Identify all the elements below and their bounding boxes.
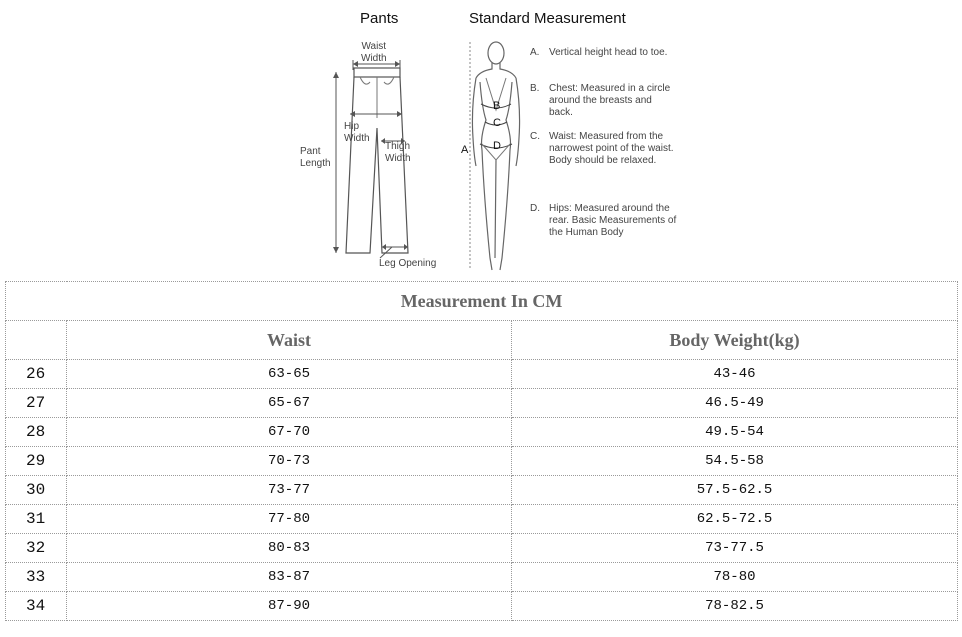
- waist-cell: 70-73: [67, 447, 512, 476]
- weight-cell: 49.5-54: [512, 418, 958, 447]
- size-cell: 31: [6, 505, 67, 534]
- measurement-text: Chest: Measured in a circle around the breasts and back.: [549, 83, 671, 118]
- weight-cell: 73-77.5: [512, 534, 958, 563]
- size-cell: 28: [6, 418, 67, 447]
- weight-cell: 78-82.5: [512, 592, 958, 621]
- column-header-size: [6, 321, 67, 360]
- table-row: [6, 563, 958, 592]
- waist-cell: 80-83: [67, 534, 512, 563]
- hip-width-label: Hip Width: [344, 121, 370, 144]
- size-cell: 33: [6, 563, 67, 592]
- size-cell: 30: [6, 476, 67, 505]
- measurement-key: A.: [530, 47, 540, 58]
- measurement-text: Waist: Measured from the narrowest point of the waist. Body should be relaxed.: [549, 131, 674, 166]
- letter-a: A: [461, 144, 469, 156]
- weight-cell: 78-80: [512, 563, 958, 592]
- weight-cell: 54.5-58: [512, 447, 958, 476]
- body-figure: [462, 38, 528, 274]
- size-cell: 32: [6, 534, 67, 563]
- table-row: [6, 476, 958, 505]
- measurement-key: B.: [530, 83, 540, 94]
- measurement-key: C.: [530, 131, 540, 142]
- size-chart-table: [5, 281, 958, 621]
- size-cell: 26: [6, 360, 67, 389]
- size-cell: 29: [6, 447, 67, 476]
- thigh-width-label: Thigh Width: [385, 141, 411, 164]
- measurement-text: Vertical height head to toe.: [549, 47, 668, 58]
- table-row: [6, 592, 958, 621]
- waist-cell: 73-77: [67, 476, 512, 505]
- size-cell: 34: [6, 592, 67, 621]
- table-title: Measurement In CM: [6, 282, 958, 321]
- table-row: [6, 534, 958, 563]
- weight-cell: 43-46: [512, 360, 958, 389]
- weight-cell: 62.5-72.5: [512, 505, 958, 534]
- table-row: [6, 418, 958, 447]
- waist-cell: 83-87: [67, 563, 512, 592]
- table-title-row: [6, 282, 958, 321]
- letter-c: C: [493, 117, 501, 129]
- table-header-row: [6, 321, 958, 360]
- waist-cell: 63-65: [67, 360, 512, 389]
- measurement-text: Hips: Measured around the rear. Basic Measurements of the Human Body: [549, 203, 677, 238]
- waist-cell: 77-80: [67, 505, 512, 534]
- weight-cell: 57.5-62.5: [512, 476, 958, 505]
- pants-heading: Pants: [360, 10, 399, 27]
- letter-b: B: [493, 100, 501, 112]
- table-row: [6, 360, 958, 389]
- waist-cell: 65-67: [67, 389, 512, 418]
- waist-cell: 87-90: [67, 592, 512, 621]
- size-cell: 27: [6, 389, 67, 418]
- waist-cell: 67-70: [67, 418, 512, 447]
- standard-measurement-heading: Standard Measurement: [469, 10, 626, 27]
- column-header-waist: Waist: [67, 321, 512, 360]
- table-row: [6, 505, 958, 534]
- leg-opening-label: Leg Opening: [379, 258, 437, 269]
- table-row: [6, 389, 958, 418]
- weight-cell: 46.5-49: [512, 389, 958, 418]
- measurement-key: D.: [530, 203, 540, 214]
- table-row: [6, 447, 958, 476]
- column-header-body-weight: Body Weight(kg): [512, 321, 958, 360]
- waist-width-label: Waist Width: [361, 41, 387, 64]
- letter-d: D: [493, 140, 501, 152]
- pant-length-label: Pant Length: [300, 146, 331, 169]
